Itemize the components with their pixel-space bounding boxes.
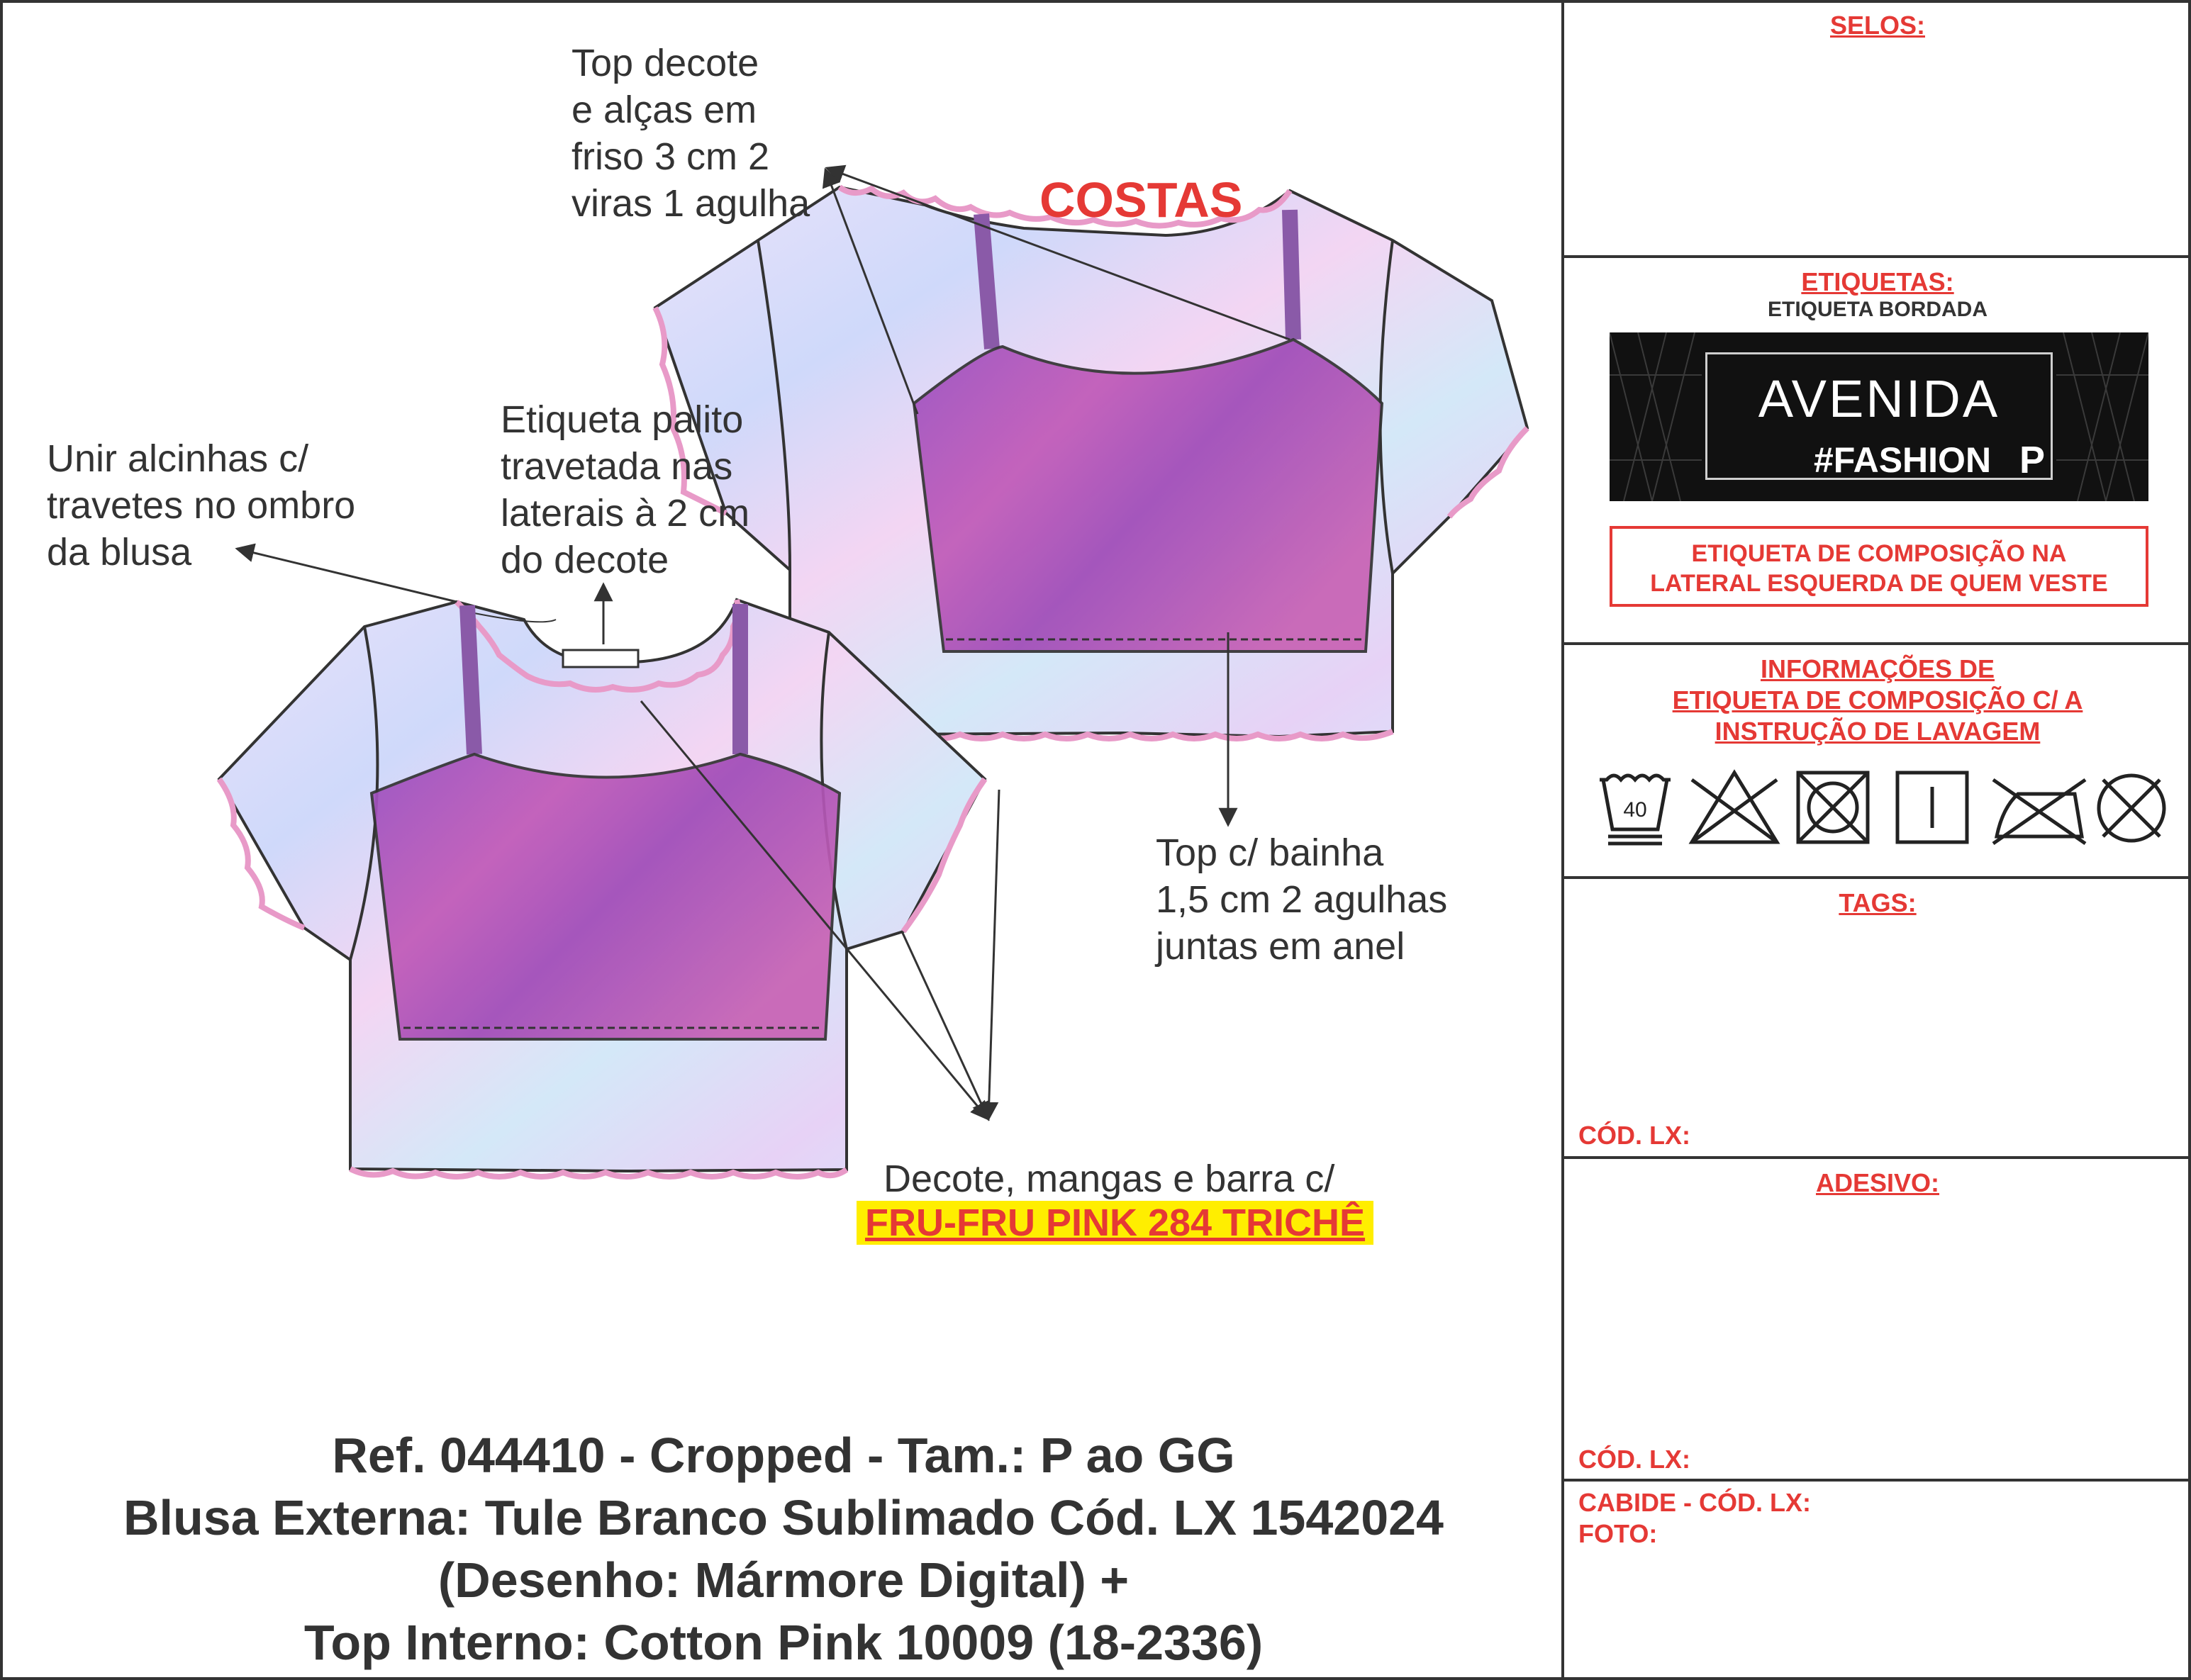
title-blusa: Blusa Externa: Tule Branco Sublimado Cód. LX 1542024 — [123, 1490, 1444, 1545]
fru-fru-text: FRU-FRU PINK 284 TRICHÊ — [865, 1202, 1366, 1244]
palito-label-rect — [563, 650, 638, 667]
line-dry-icon — [1897, 773, 1967, 842]
etiquetas-title: ETIQUETAS: — [1801, 267, 1954, 296]
composition-line1: ETIQUETA DE COMPOSIÇÃO NA — [1691, 540, 2067, 567]
costas-label: COSTAS — [1039, 172, 1243, 228]
etiqueta-bordada: ETIQUETA BORDADA — [1768, 298, 1987, 321]
drawing-area — [3, 3, 1564, 1677]
adesivo-title: ADESIVO: — [1815, 1168, 1940, 1197]
no-dry-clean-icon — [2099, 775, 2164, 841]
wash-symbols — [1593, 766, 2167, 851]
no-bleach-icon — [1692, 773, 1777, 842]
title-desenho: (Desenho: Mármore Digital) + — [437, 1552, 1130, 1608]
section-selos — [1564, 0, 2191, 258]
info-line1: INFORMAÇÕES DE — [1760, 654, 1995, 683]
wash-temp-text: 40 — [1623, 798, 1647, 822]
cabide-cod-lx: CABIDE - CÓD. LX: — [1578, 1488, 1811, 1517]
note-top-decote: Top decote e alças em friso 3 cm 2 viras 1 agulha — [572, 42, 810, 225]
composition-line2: LATERAL ESQUERDA DE QUEM VESTE — [1650, 570, 2108, 597]
section-etiquetas — [1564, 258, 2191, 645]
note-decote-mangas: Decote, mangas e barra c/ — [883, 1158, 1335, 1200]
section-adesivo — [1564, 1159, 2191, 1482]
tags-cod-lx: CÓD. LX: — [1578, 1121, 1690, 1150]
info-line3: INSTRUÇÃO DE LAVAGEM — [1715, 717, 2041, 746]
front-garment — [219, 600, 985, 1177]
foto-label: FOTO: — [1578, 1519, 1658, 1548]
title-ref: Ref. 044410 - Cropped - Tam.: P ao GG — [332, 1428, 1235, 1483]
composition-box — [1610, 526, 2148, 607]
title-block — [3, 1424, 1564, 1674]
title-top: Top Interno: Cotton Pink 10009 (18-2336) — [303, 1615, 1264, 1670]
label-fashion-text: #FASHION — [1814, 440, 1992, 480]
section-informacoes — [1564, 645, 2191, 879]
label-frame — [1705, 352, 2053, 480]
info-line2: ETIQUETA DE COMPOSIÇÃO C/ A — [1672, 685, 2083, 715]
label-brand-text: AVENIDA — [1758, 369, 2000, 428]
tags-title: TAGS: — [1839, 888, 1917, 917]
section-cabide — [1564, 1482, 2191, 1677]
no-iron-icon — [1993, 780, 2085, 844]
note-unir-alcinhas: Unir alcinhas c/ travetes no ombro da blusa — [47, 437, 356, 573]
note-top-bainha: Top c/ bainha 1,5 cm 2 agulhas juntas em anel — [1156, 831, 1448, 968]
note-etiqueta-palito: Etiqueta palito travetada nas laterais à 2 cm do decote — [501, 398, 750, 581]
selos-title: SELOS: — [1829, 11, 1925, 40]
no-tumble-dry-icon — [1798, 773, 1868, 842]
label-size-text: P — [2019, 439, 2046, 481]
brand-label — [1610, 332, 2148, 501]
fru-fru-highlight — [857, 1201, 1373, 1245]
adesivo-cod-lx: CÓD. LX: — [1578, 1445, 1690, 1474]
section-tags — [1564, 879, 2191, 1159]
info-panel — [1561, 0, 2191, 1680]
